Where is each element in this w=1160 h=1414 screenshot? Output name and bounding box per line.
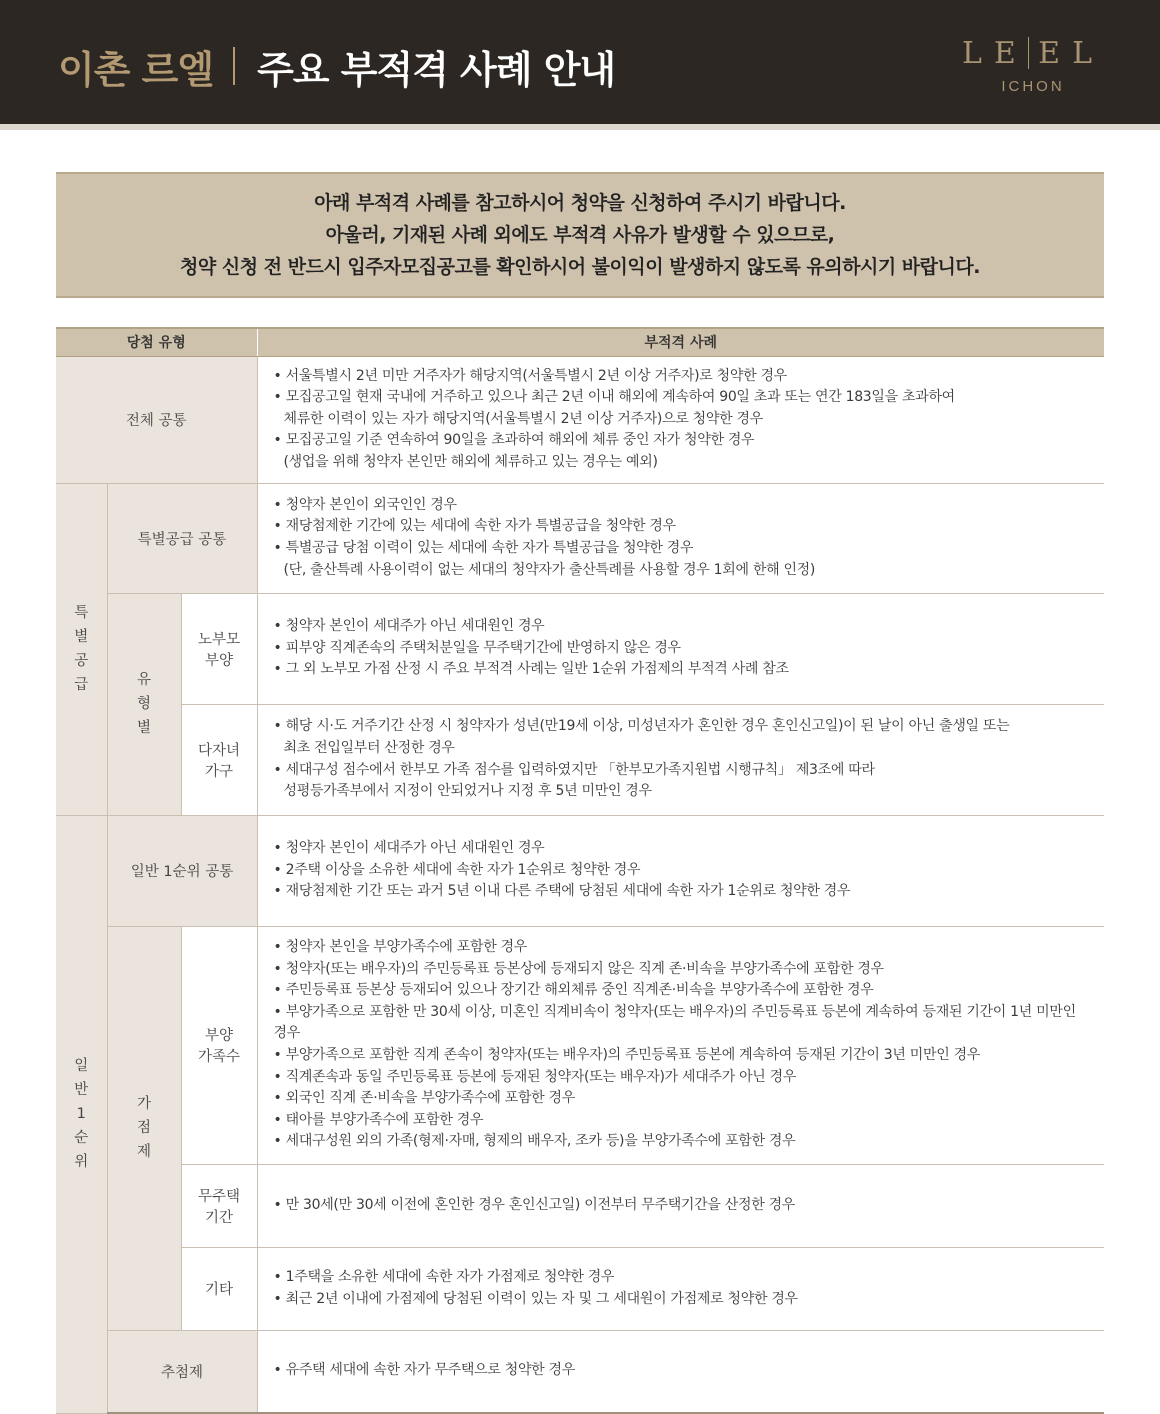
case-item: • 재당첨제한 기간에 있는 세대에 속한 자가 특별공급을 청약한 경우 [273,518,676,535]
case-item: • 해당 시·도 거주기간 산정 시 청약자가 성년(만19세 이상, 미성년자가 혼인한 경우 혼인신고일)이 된 날이 아닌 출생일 또는 [273,718,1010,735]
case-item: • 세대구성 점수에서 한부모 가족 점수를 입력하였지만 「한부모가족지원법 시행규칙」 제3조에 따라 [273,761,875,778]
title-divider [233,47,235,85]
case-item: 성평등가족부에서 지정이 안되었거나 지정 후 5년 미만인 경우 [283,783,652,800]
table-row [56,593,1104,704]
logo-left: LE [962,35,1028,71]
brand-name: 이촌 르엘 [58,47,214,92]
case-item: • 청약자 본인이 세대주가 아닌 세대원인 경우 [273,618,545,635]
case-item: • 피부양 직계존속의 주택처분일을 무주택기간에 반영하지 않은 경우 [273,639,681,656]
title-text: 주요 부적격 사례 안내 [257,47,616,92]
case-list [257,1164,1104,1247]
case-item: • 그 외 노부모 가점 산정 시 주요 부적격 사례는 일반 1순위 가점제의 부적격 사례 참조 [273,661,789,678]
page-title [58,38,615,94]
case-list [257,593,1104,704]
case-item: • 태아를 부양가족수에 포함한 경우 [273,1111,484,1128]
notice-line: 아울러, 기재된 사례 외에도 부적격 사유가 발생할 수 있으므로, [325,224,835,246]
case-item: • 청약자(또는 배우자)의 주민등록표 등본상에 등재되지 않은 직계 존·비속을 부양가족수에 포함한 경우 [273,960,884,977]
table-row [56,815,1104,926]
case-item: • 청약자 본인이 세대주가 아닌 세대원인 경우 [273,840,545,857]
page-header [0,0,1160,130]
table-row [56,1164,1104,1247]
notice-line: 청약 신청 전 반드시 입주자모집공고를 확인하시어 불이익이 발생하지 않도록 유의하시기 바랍니다. [180,256,980,278]
type-lottery: 추첨제 [107,1330,257,1413]
case-item: • 1주택을 소유한 세대에 속한 자가 가점제로 청약한 경우 [273,1268,615,1285]
table-row [56,356,1104,483]
case-item: • 서울특별시 2년 미만 거주자가 해당지역(서울특별시 2년 이상 거주자)로 청약한 경우 [273,367,787,384]
type-dependents: 부양 가족수 [181,926,257,1164]
case-list [257,1247,1104,1330]
case-list [257,926,1104,1164]
case-list [257,1330,1104,1413]
ineligibility-table [56,327,1104,1414]
case-item: • 특별공급 당첨 이력이 있는 세대에 속한 자가 특별공급을 청약한 경우 [273,540,694,556]
case-list [257,704,1104,815]
table-header-row [56,328,1104,356]
type-general-common: 일반 1순위 공통 [107,815,257,926]
case-item: • 부양가족으로 포함한 직계 존속이 청약자(또는 배우자)의 주민등록표 등본에 계속하여 등재된 기간이 3년 미만인 경우 [273,1047,981,1063]
case-item: • 2주택 이상을 소유한 세대에 속한 자가 1순위로 청약한 경우 [273,861,641,878]
case-item: • 모집공고일 기준 연속하여 90일을 초과하여 해외에 체류 중인 자가 청약한 경우 [273,432,755,449]
notice-box [56,172,1104,298]
table-row [56,704,1104,815]
type-elderly-support: 노부모 부양 [181,593,257,704]
case-item: • 만 30세(만 30세 이전에 혼인한 경우 혼인신고일) 이전부터 무주택기간을 산정한 경우 [273,1196,796,1213]
type-multi-child: 다자녀 가구 [181,704,257,815]
case-item: (생업을 위해 청약자 본인만 해외에 체류하고 있는 경우는 예외) [283,453,658,470]
table-row [56,926,1104,1164]
header-type: 당첨 유형 [56,328,257,356]
case-item: (단, 출산특례 사용이력이 없는 세대의 청약자가 출산특례를 사용할 경우 1회에 한해 인정) [283,561,816,578]
header-cases: 부적격 사례 [257,328,1104,356]
logo-subtitle: ICHON [1001,78,1065,95]
logo-right: EL [1038,35,1104,71]
case-item: • 외국인 직계 존·비속을 부양가족수에 포함한 경우 [273,1090,575,1107]
case-item: • 세대구성원 외의 가족(형제·자매, 형제의 배우자, 조카 등)을 부양가족수에 포함한 경우 [273,1133,796,1150]
case-list [257,815,1104,926]
type-general-first: 일 반 1 순 위 [56,815,107,1413]
case-item: • 주민등록표 등본상 등재되어 있으나 장기간 해외체류 중인 직계존·비속을 부양가족수에 포함한 경우 [273,982,874,999]
case-list [257,356,1104,483]
case-list [257,483,1104,593]
table-row [56,483,1104,593]
leel-logo [962,34,1104,95]
case-item: • 유주택 세대에 속한 자가 무주택으로 청약한 경우 [273,1362,575,1379]
type-special-supply: 특 별 공 급 [56,483,107,815]
case-item: • 직계존속과 동일 주민등록표 등본에 등재된 청약자(또는 배우자)가 세대주가 아닌 경우 [273,1068,797,1085]
table-row [56,1330,1104,1413]
case-item: 최초 전입일부터 산정한 경우 [283,739,455,756]
type-special-common: 특별공급 공통 [107,483,257,593]
notice-line: 아래 부적격 사례를 참고하시어 청약을 신청하여 주시기 바랍니다. [314,192,846,214]
case-item: • 재당첨제한 기간 또는 과거 5년 이내 다른 주택에 당첨된 세대에 속한 자가 1순위로 청약한 경우 [273,883,851,900]
table-row [56,1247,1104,1330]
case-item: • 모집공고일 현재 국내에 거주하고 있으나 최근 2년 이내 해외에 계속하여 90일 초과 또는 연간 183일을 초과하여 [273,389,955,406]
case-item: • 청약자 본인이 외국인인 경우 [273,496,457,513]
case-item: 체류한 이력이 있는 자가 해당지역(서울특별시 2년 이상 거주자)으로 청약한 경우 [283,410,763,427]
logo-wordmark [962,34,1104,72]
case-item: • 최근 2년 이내에 가점제에 당첨된 이력이 있는 자 및 그 세대원이 가점제로 청약한 경우 [273,1290,798,1307]
type-by-category: 유 형 별 [107,593,181,815]
type-etc: 기타 [181,1247,257,1330]
case-item: • 부양가족으로 포함한 만 30세 이상, 미혼인 직계비속이 청약자(또는 배우자)의 주민등록표 등본에 계속하여 등재된 기간이 1년 미만인 경우 [273,1003,1076,1042]
type-homeless-period: 무주택 기간 [181,1164,257,1247]
type-common: 전체 공통 [56,356,257,483]
case-item: • 청약자 본인을 부양가족수에 포함한 경우 [273,939,528,956]
type-points-system: 가 점 제 [107,926,181,1330]
